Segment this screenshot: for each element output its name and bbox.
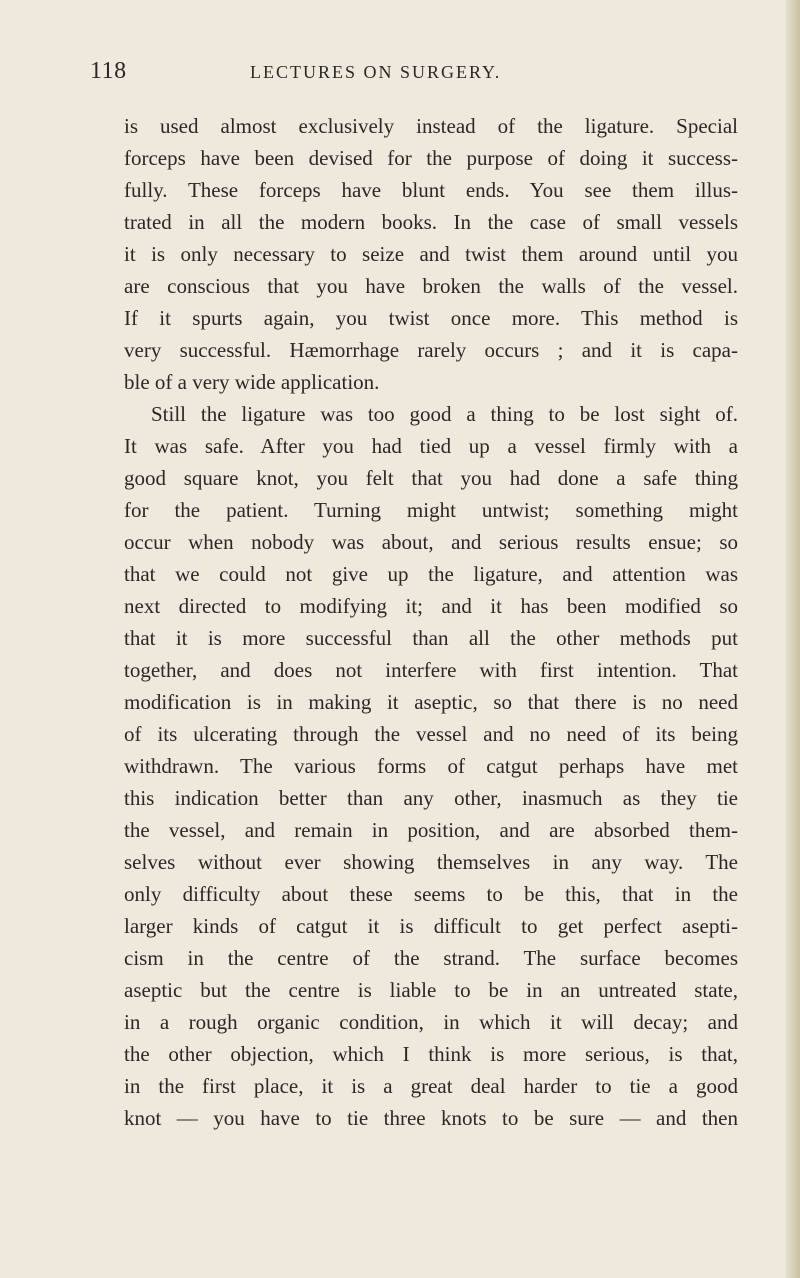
text-line: that we could not give up the ligature, and attention was <box>124 562 738 586</box>
text-line: occur when nobody was about, and serious results ensue; so <box>124 530 738 554</box>
text-line: forceps have been devised for the purpose of doing it success- <box>124 146 738 170</box>
text-line: withdrawn. The various forms of catgut perhaps have met <box>124 754 738 778</box>
text-line: together, and does not interfere with first intention. That <box>124 658 738 682</box>
text-line: trated in all the modern books. In the case of small vessels <box>124 210 738 234</box>
page-number: 118 <box>90 58 127 84</box>
text-line: good square knot, you felt that you had done a safe thing <box>124 466 738 490</box>
running-head: LECTURES ON SURGERY. <box>250 62 502 82</box>
text-line: It was safe. After you had tied up a vessel firmly with a <box>124 434 738 458</box>
page-header <box>90 58 750 88</box>
text-line: knot — you have to tie three knots to be sure — and then <box>124 1106 738 1130</box>
text-line: aseptic but the centre is liable to be in an untreated state, <box>124 978 738 1002</box>
text-line: of its ulcerating through the vessel and no need of its being <box>124 722 738 746</box>
text-line: cism in the centre of the strand. The surface becomes <box>124 946 738 970</box>
text-line: fully. These forceps have blunt ends. You see them illus- <box>124 178 738 202</box>
text-line: the other objection, which I think is more serious, is that, <box>124 1042 738 1066</box>
text-line: for the patient. Turning might untwist; something might <box>124 498 738 522</box>
page-edge-shadow <box>786 0 800 1278</box>
text-line: only difficulty about these seems to be this, that in the <box>124 882 738 906</box>
text-line: is used almost exclusively instead of the ligature. Special <box>124 114 738 138</box>
text-line: next directed to modifying it; and it has been modified so <box>124 594 738 618</box>
text-line: ble of a very wide application. <box>124 370 380 394</box>
text-line: in a rough organic condition, in which it will decay; and <box>124 1010 738 1034</box>
text-line: in the first place, it is a great deal harder to tie a good <box>124 1074 738 1098</box>
text-line: larger kinds of catgut it is difficult to get perfect asepti- <box>124 914 738 938</box>
text-line: modification is in making it aseptic, so that there is no need <box>124 690 738 714</box>
text-line: If it spurts again, you twist once more. This method is <box>124 306 738 330</box>
text-line: that it is more successful than all the other methods put <box>124 626 738 650</box>
text-line: it is only necessary to seize and twist them around until you <box>124 242 738 266</box>
text-line: this indication better than any other, inasmuch as they tie <box>124 786 738 810</box>
text-line: selves without ever showing themselves in any way. The <box>124 850 738 874</box>
text-line: are conscious that you have broken the walls of the vessel. <box>124 274 738 298</box>
paragraph-start-line: Still the ligature was too good a thing to be lost sight of. <box>151 402 738 426</box>
text-line: very successful. Hæmorrhage rarely occurs ; and it is capa- <box>124 338 738 362</box>
text-line: the vessel, and remain in position, and are absorbed them- <box>124 818 738 842</box>
